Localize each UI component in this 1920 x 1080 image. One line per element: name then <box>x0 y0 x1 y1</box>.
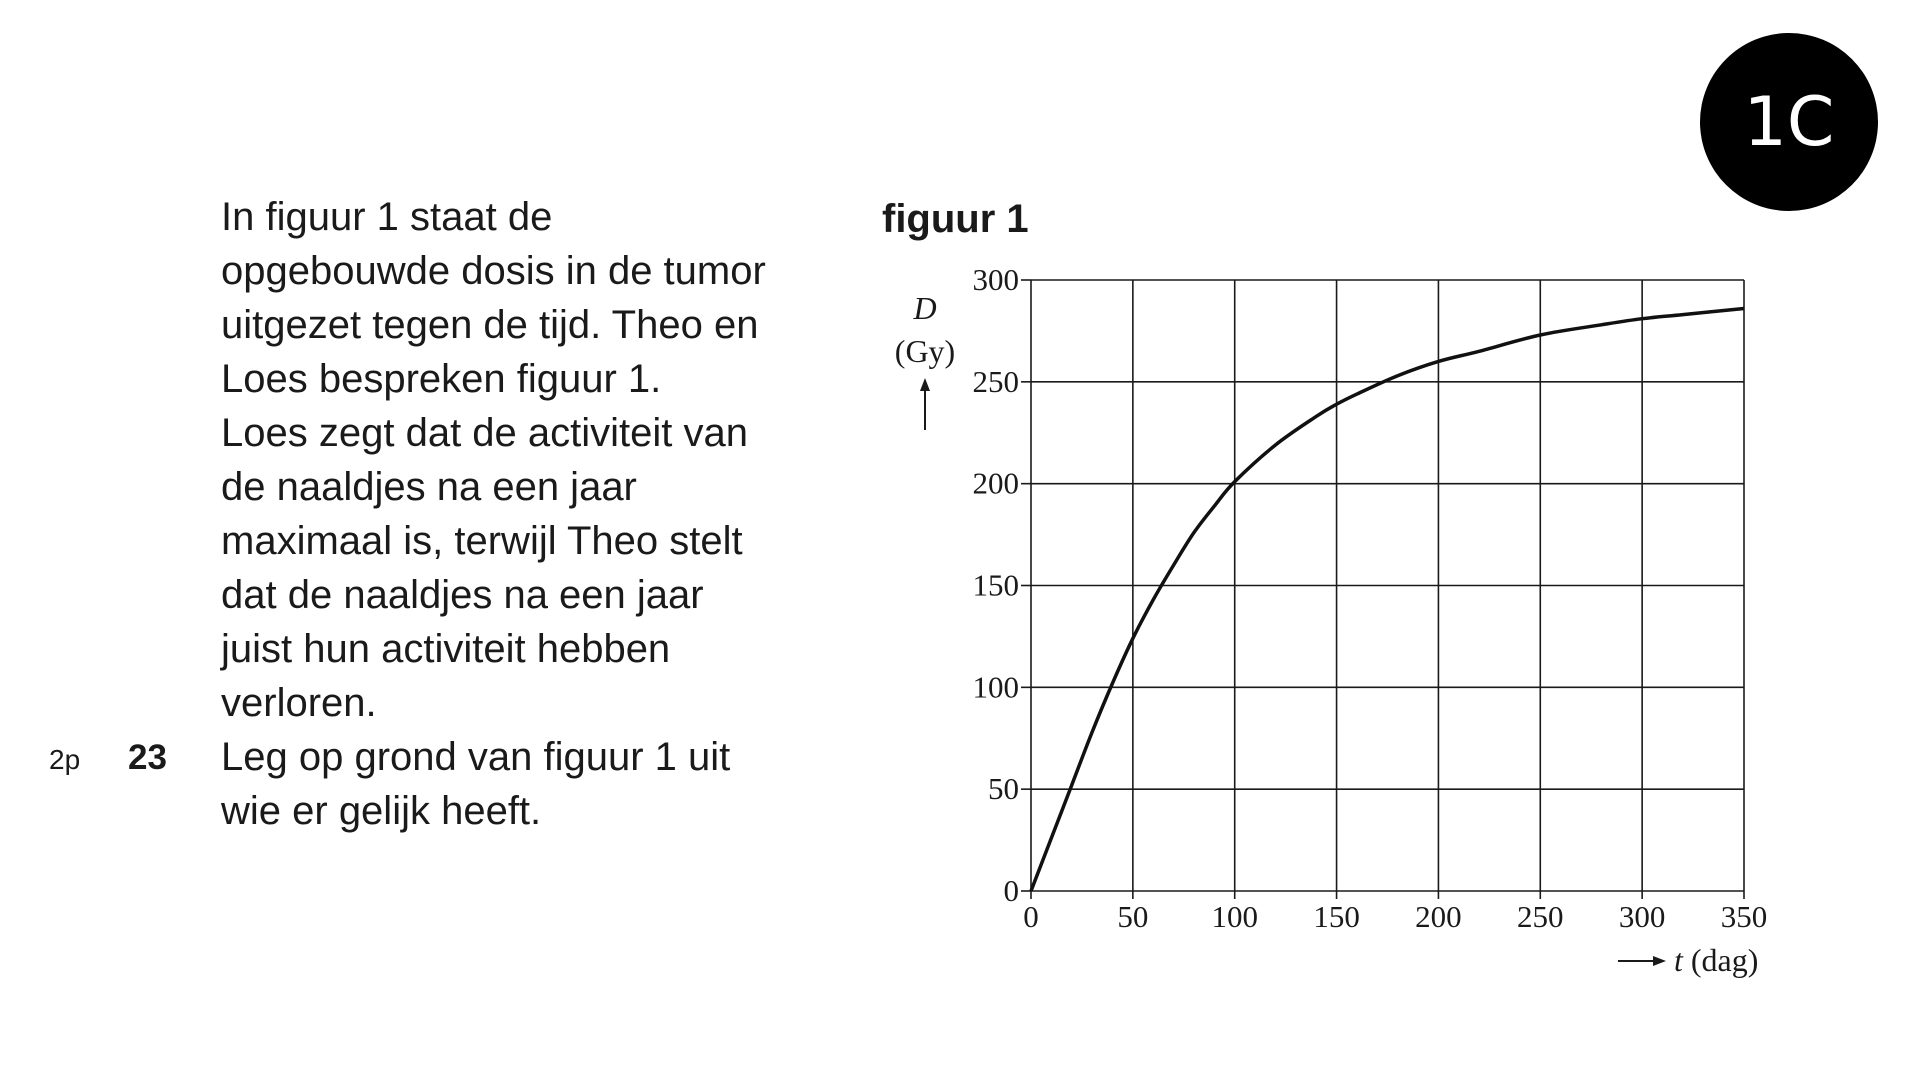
dose-curve <box>1031 309 1744 891</box>
y-axis-unit: (Gy) <box>894 333 956 369</box>
x-tick-label: 250 <box>1517 899 1564 934</box>
x-tick-label: 300 <box>1618 899 1666 934</box>
y-tick-label: 150 <box>972 567 1019 603</box>
y-tick-label: 200 <box>972 465 1019 501</box>
x-tick-label: 200 <box>1415 899 1462 934</box>
points-label: 2p <box>49 744 81 775</box>
question-line: In figuur 1 staat de <box>221 195 553 239</box>
question-line: opgebouwde dosis in de tumor <box>221 249 766 293</box>
x-tick-label: 0 <box>1023 899 1039 934</box>
question-line: de naaldjes na een jaar <box>221 465 637 509</box>
question-line: Loes zegt dat de activiteit van <box>221 411 748 455</box>
x-tick-label: 150 <box>1313 899 1360 934</box>
x-tick-label: 350 <box>1720 899 1768 934</box>
question-number: 23 <box>128 738 167 777</box>
question-line: Leg op grond van figuur 1 uit <box>221 735 731 779</box>
question-line: juist hun activiteit hebben <box>221 627 671 671</box>
y-tick-label: 300 <box>972 262 1019 297</box>
y-tick-label: 250 <box>972 363 1019 399</box>
slide-badge: 1C <box>1700 33 1878 211</box>
x-axis-arrowhead <box>1653 956 1666 966</box>
chart-grid <box>1031 280 1744 891</box>
question-line: maximaal is, terwijl Theo stelt <box>221 519 743 563</box>
question-line: verloren. <box>221 681 377 725</box>
question-line: wie er gelijk heeft. <box>221 789 542 833</box>
y-tick-label: 100 <box>972 669 1019 705</box>
chart-series <box>1031 309 1744 891</box>
y-tick-label: 50 <box>988 771 1019 807</box>
y-axis-symbol: D <box>913 290 937 326</box>
x-tick-label: 100 <box>1211 899 1258 934</box>
question-line: dat de naaldjes na een jaar <box>221 573 704 617</box>
chart-ticks <box>973 262 1768 934</box>
figure-title: figuur 1 <box>882 197 1029 241</box>
y-axis-arrowhead <box>920 378 930 391</box>
x-axis-label: t (dag) <box>1674 942 1759 978</box>
question-line: uitgezet tegen de tijd. Theo en <box>221 303 759 347</box>
y-tick-label: 0 <box>1003 873 1019 908</box>
question-line: Loes bespreken figuur 1. <box>221 357 662 401</box>
x-tick-label: 50 <box>1117 899 1149 934</box>
